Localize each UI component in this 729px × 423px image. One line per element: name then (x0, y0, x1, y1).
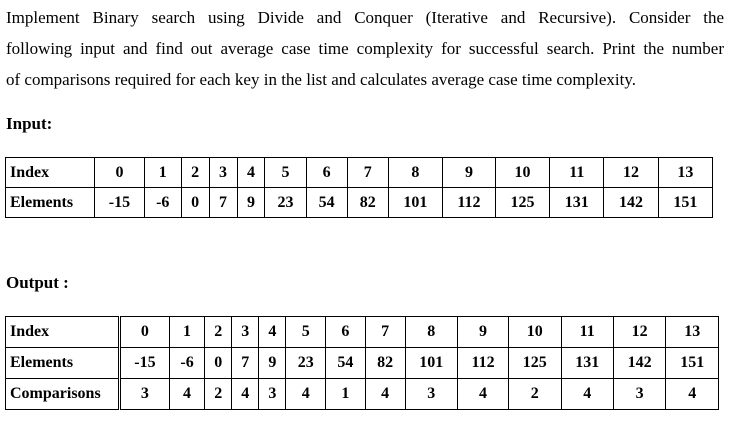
problem-statement (6, 2, 724, 95)
table-cell: 9 (443, 158, 496, 188)
table-cell: 131 (550, 188, 604, 218)
table-cell: 0 (205, 348, 232, 379)
elements-label-cell: Elements (6, 188, 95, 218)
table-cell: 9 (237, 188, 265, 218)
table-cell: 2 (181, 158, 209, 188)
table-cell: 6 (326, 317, 366, 348)
elements-label-cell: Elements (6, 348, 120, 379)
table-row (6, 379, 719, 410)
table-cell: 11 (550, 158, 604, 188)
table-cell: 0 (95, 158, 145, 188)
input-table (5, 157, 713, 218)
table-row (6, 317, 719, 348)
table-cell: 101 (405, 348, 457, 379)
table-cell: 4 (365, 379, 405, 410)
table-cell: 4 (232, 379, 259, 410)
table-cell: 13 (666, 317, 719, 348)
table-cell: 8 (405, 317, 457, 348)
table-cell: -15 (120, 348, 170, 379)
table-cell: 23 (265, 188, 306, 218)
table-cell: 82 (347, 188, 388, 218)
statement-line: Implement Binary search using Divide and Conquer (Iterative and Recursive). Consider the (6, 8, 724, 27)
table-cell: -6 (144, 188, 181, 218)
table-cell: 5 (265, 158, 306, 188)
table-cell: 5 (286, 317, 326, 348)
table-cell: -6 (169, 348, 204, 379)
table-cell: -15 (95, 188, 145, 218)
table-cell: 7 (232, 348, 259, 379)
input-heading: Input: (6, 114, 53, 133)
table-cell: 11 (561, 317, 613, 348)
table-cell: 112 (443, 188, 496, 218)
table-cell: 4 (457, 379, 508, 410)
table-row (6, 348, 719, 379)
table-cell: 4 (259, 317, 286, 348)
table-cell: 131 (561, 348, 613, 379)
table-cell: 1 (144, 158, 181, 188)
table-cell: 7 (365, 317, 405, 348)
table-cell: 2 (205, 379, 232, 410)
table-cell: 54 (326, 348, 366, 379)
table-cell: 112 (457, 348, 508, 379)
table-cell: 142 (604, 188, 658, 218)
table-cell: 9 (457, 317, 508, 348)
table-cell: 1 (326, 379, 366, 410)
table-cell: 4 (237, 158, 265, 188)
table-cell: 7 (347, 158, 388, 188)
table-cell: 142 (613, 348, 665, 379)
table-cell: 0 (181, 188, 209, 218)
table-cell: 3 (405, 379, 457, 410)
table-cell: 9 (259, 348, 286, 379)
table-cell: 3 (120, 379, 170, 410)
output-heading: Output : (6, 273, 69, 292)
table-cell: 7 (209, 188, 237, 218)
table-cell: 82 (365, 348, 405, 379)
statement-line: following input and find out average case time complexity for successful search. Print the number (6, 39, 724, 58)
table-cell: 8 (388, 158, 442, 188)
index-label-cell: Index (6, 158, 95, 188)
table-cell: 23 (286, 348, 326, 379)
table-cell: 6 (306, 158, 347, 188)
table-cell: 13 (658, 158, 712, 188)
table-cell: 4 (561, 379, 613, 410)
index-label-cell: Index (6, 317, 120, 348)
table-cell: 4 (169, 379, 204, 410)
table-cell: 10 (509, 317, 561, 348)
table-cell: 151 (666, 348, 719, 379)
table-cell: 10 (495, 158, 549, 188)
table-cell: 4 (666, 379, 719, 410)
table-row (6, 158, 713, 188)
table-cell: 151 (658, 188, 712, 218)
table-cell: 3 (209, 158, 237, 188)
output-table (5, 316, 719, 410)
table-cell: 12 (613, 317, 665, 348)
comparisons-label-cell: Comparisons (6, 379, 120, 410)
table-cell: 1 (169, 317, 204, 348)
table-cell: 125 (509, 348, 561, 379)
table-cell: 3 (232, 317, 259, 348)
table-row (6, 188, 713, 218)
table-cell: 2 (205, 317, 232, 348)
table-cell: 3 (613, 379, 665, 410)
statement-line: of comparisons required for each key in the list and calculates average case time complexity. (6, 70, 637, 89)
table-cell: 125 (495, 188, 549, 218)
table-cell: 12 (604, 158, 658, 188)
table-cell: 101 (388, 188, 442, 218)
table-cell: 3 (259, 379, 286, 410)
table-cell: 54 (306, 188, 347, 218)
table-cell: 0 (120, 317, 170, 348)
table-cell: 4 (286, 379, 326, 410)
table-cell: 2 (509, 379, 561, 410)
